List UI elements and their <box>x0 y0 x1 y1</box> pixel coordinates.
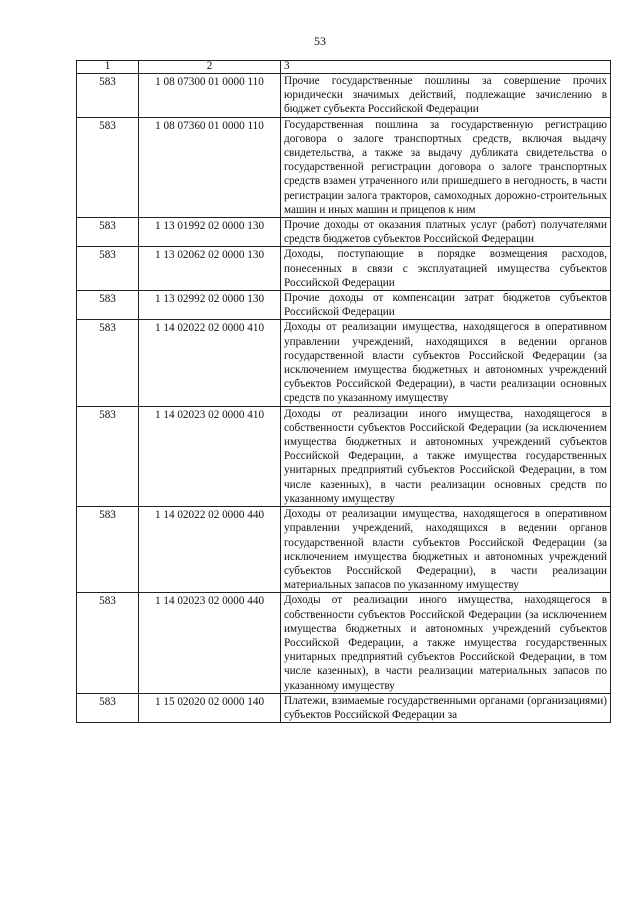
revenue-code-cell: 1 15 02020 02 0000 140 <box>139 693 281 722</box>
admin-code-cell: 583 <box>77 218 139 247</box>
admin-code-cell: 583 <box>77 320 139 406</box>
revenue-code-cell: 1 13 01992 02 0000 130 <box>139 218 281 247</box>
table-row <box>77 507 611 593</box>
table-header-row <box>77 61 611 74</box>
admin-code-cell: 583 <box>77 507 139 593</box>
revenue-code-cell: 1 08 07300 01 0000 110 <box>139 74 281 118</box>
table-row <box>77 218 611 247</box>
revenue-name-cell: Доходы от реализации имущества, находящегося в оперативном управлении учреждений, находящихся в ведении органов государственной власти субъектов Российской Федерации (за исключением имущества бюджетных и автономных учреждений субъектов Российской Федерации), в части реализации материальных запасов по указанному имуществу <box>281 507 611 593</box>
revenue-name-cell: Доходы от реализации иного имущества, находящегося в собственности субъектов Российской Федерации (за исключением имущества бюджетных и автономных учреждений субъектов Российской Федерации, а также имущества государственных унитарных предприятий субъектов Российской Федерации, в том числе казенных), в части реализации основных средств по указанному имуществу <box>281 406 611 506</box>
revenue-name-cell: Прочие доходы от компенсации затрат бюджетов субъектов Российской Федерации <box>281 291 611 320</box>
revenue-code-cell: 1 13 02062 02 0000 130 <box>139 247 281 291</box>
admin-code-cell: 583 <box>77 593 139 693</box>
table-row <box>77 291 611 320</box>
table-row <box>77 74 611 118</box>
page-number: 53 <box>314 34 326 48</box>
table-row <box>77 117 611 217</box>
revenue-code-cell: 1 13 02992 02 0000 130 <box>139 291 281 320</box>
revenue-code-cell: 1 14 02022 02 0000 440 <box>139 507 281 593</box>
admin-code-cell: 583 <box>77 291 139 320</box>
revenue-name-cell: Прочие государственные пошлины за совершение прочих юридически значимых действий, подлежащие зачислению в бюджет субъекта Российской Федерации <box>281 74 611 118</box>
table-row <box>77 247 611 291</box>
admin-code-cell: 583 <box>77 406 139 506</box>
revenue-code-cell: 1 08 07360 01 0000 110 <box>139 117 281 217</box>
revenue-code-cell: 1 14 02023 02 0000 440 <box>139 593 281 693</box>
revenue-name-cell: Прочие доходы от оказания платных услуг (работ) получателями средств бюджетов субъектов Российской Федерации <box>281 218 611 247</box>
revenue-name-cell: Доходы, поступающие в порядке возмещения расходов, понесенных в связи с эксплуатацией имущества субъектов Российской Федерации <box>281 247 611 291</box>
revenue-name-cell: Государственная пошлина за государственную регистрацию договора о залоге транспортных средств, включая выдачу свидетельства, а также за выдачу дубликата свидетельства о государственной регистрации договора о залоге транспортных средств взамен утраченного или пришедшего в негодность, в части регистрации залога тракторов, самоходных дорожно-строительных машин и иных машин и прицепов к ним <box>281 117 611 217</box>
column-header-1: 1 <box>77 61 139 74</box>
revenue-code-cell: 1 14 02023 02 0000 410 <box>139 406 281 506</box>
admin-code-cell: 583 <box>77 247 139 291</box>
revenue-code-cell: 1 14 02022 02 0000 410 <box>139 320 281 406</box>
table-row <box>77 593 611 693</box>
admin-code-cell: 583 <box>77 693 139 722</box>
revenue-codes-table <box>76 60 611 723</box>
revenue-name-cell: Платежи, взимаемые государственными органами (организациями) субъектов Российской Федерации за <box>281 693 611 722</box>
revenue-name-cell: Доходы от реализации иного имущества, находящегося в собственности субъектов Российской Федерации (за исключением имущества бюджетных и автономных учреждений субъектов Российской Федерации, а также имущества государственных унитарных предприятий субъектов Российской Федерации, в том числе казенных), в части реализации материальных запасов по указанному имуществу <box>281 593 611 693</box>
table-row <box>77 693 611 722</box>
admin-code-cell: 583 <box>77 117 139 217</box>
revenue-name-cell: Доходы от реализации имущества, находящегося в оперативном управлении учреждений, находящихся в ведении органов государственной власти субъектов Российской Федерации (за исключением имущества бюджетных и автономных учреждений субъектов Российской Федерации), в части реализации основных средств по указанному имуществу <box>281 320 611 406</box>
column-header-2: 2 <box>139 61 281 74</box>
table-row <box>77 320 611 406</box>
admin-code-cell: 583 <box>77 74 139 118</box>
column-header-3: 3 <box>281 61 611 74</box>
table-row <box>77 406 611 506</box>
